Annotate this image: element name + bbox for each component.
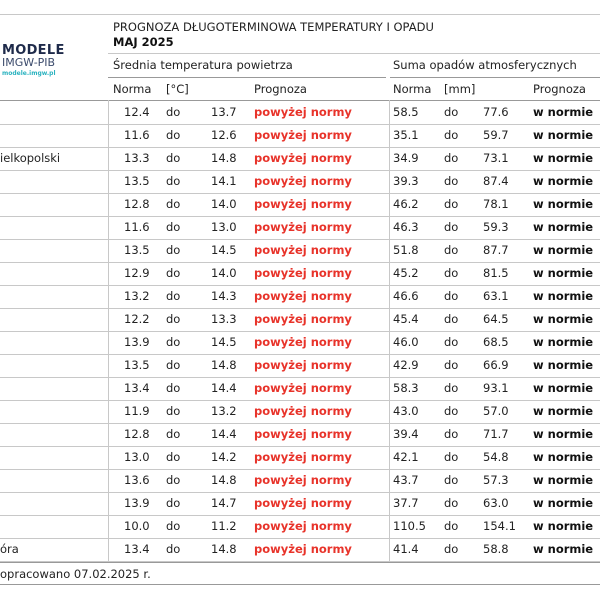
col-header-prognoza-temp: Prognoza xyxy=(254,82,307,96)
temp-do: do xyxy=(166,427,181,441)
precip-norm-max: 68.5 xyxy=(483,335,509,349)
temp-norm-max: 14.8 xyxy=(211,358,237,372)
precip-forecast: w normie xyxy=(533,220,594,234)
precip-norm-max: 63.0 xyxy=(483,496,509,510)
temp-forecast: powyżej normy xyxy=(254,335,352,349)
temp-forecast: powyżej normy xyxy=(254,151,352,165)
precip-norm-min: 43.0 xyxy=(393,404,419,418)
temp-do: do xyxy=(166,312,181,326)
precip-norm-min: 46.0 xyxy=(393,335,419,349)
temp-norm-max: 11.2 xyxy=(211,519,237,533)
temp-norm-min: 13.2 xyxy=(124,289,150,303)
precip-norm-min: 41.4 xyxy=(393,542,419,556)
table-row xyxy=(0,331,600,354)
precip-norm-min: 46.6 xyxy=(393,289,419,303)
temp-do: do xyxy=(166,381,181,395)
precip-norm-min: 39.4 xyxy=(393,427,419,441)
temp-norm-min: 13.9 xyxy=(124,496,150,510)
precip-group-header: Suma opadów atmosferycznych xyxy=(393,58,577,72)
logo-subtext: IMGW-PIB xyxy=(2,56,56,69)
precip-do: do xyxy=(444,427,459,441)
col-header-unit-temp: [°C] xyxy=(166,82,189,96)
temp-norm-min: 12.9 xyxy=(124,266,150,280)
precip-norm-max: 63.1 xyxy=(483,289,509,303)
temp-forecast: powyżej normy xyxy=(254,128,352,142)
temp-do: do xyxy=(166,519,181,533)
temp-forecast: powyżej normy xyxy=(254,220,352,234)
table-row xyxy=(0,147,600,170)
temp-forecast: powyżej normy xyxy=(254,289,352,303)
precip-norm-max: 73.1 xyxy=(483,151,509,165)
precip-norm-max: 71.7 xyxy=(483,427,509,441)
temp-norm-max: 14.0 xyxy=(211,266,237,280)
precip-norm-max: 93.1 xyxy=(483,381,509,395)
row-name: ielkopolski xyxy=(0,151,61,165)
precip-forecast: w normie xyxy=(533,174,594,188)
footer-note: opracowano 07.02.2025 r. xyxy=(0,567,151,581)
precip-norm-max: 154.1 xyxy=(483,519,516,533)
precip-norm-max: 77.6 xyxy=(483,105,509,119)
temp-forecast: powyżej normy xyxy=(254,174,352,188)
table-row xyxy=(0,423,600,446)
table-row xyxy=(0,354,600,377)
logo-text: MODELE xyxy=(2,43,65,58)
top-rule xyxy=(0,14,600,15)
precip-do: do xyxy=(444,335,459,349)
precip-norm-max: 81.5 xyxy=(483,266,509,280)
precip-norm-max: 57.0 xyxy=(483,404,509,418)
precip-do: do xyxy=(444,220,459,234)
precip-norm-max: 66.9 xyxy=(483,358,509,372)
table-row xyxy=(0,492,600,515)
temp-forecast: powyżej normy xyxy=(254,450,352,464)
precip-norm-min: 39.3 xyxy=(393,174,419,188)
precip-norm-max: 59.3 xyxy=(483,220,509,234)
precip-norm-min: 42.1 xyxy=(393,450,419,464)
temp-norm-max: 14.4 xyxy=(211,427,237,441)
temp-norm-max: 14.4 xyxy=(211,381,237,395)
precip-do: do xyxy=(444,473,459,487)
temp-group-header: Średnia temperatura powietrza xyxy=(113,58,293,72)
table-row xyxy=(0,377,600,400)
temp-do: do xyxy=(166,358,181,372)
temp-norm-max: 14.5 xyxy=(211,335,237,349)
precip-norm-min: 58.5 xyxy=(393,105,419,119)
temp-forecast: powyżej normy xyxy=(254,542,352,556)
temp-forecast: powyżej normy xyxy=(254,404,352,418)
table-row xyxy=(0,262,600,285)
precip-norm-min: 46.3 xyxy=(393,220,419,234)
title-rule xyxy=(108,53,600,54)
precip-do: do xyxy=(444,358,459,372)
precip-do: do xyxy=(444,312,459,326)
temp-do: do xyxy=(166,404,181,418)
table-bottom-rule xyxy=(0,562,600,563)
temp-forecast: powyżej normy xyxy=(254,105,352,119)
precip-norm-max: 87.4 xyxy=(483,174,509,188)
temp-norm-max: 14.0 xyxy=(211,197,237,211)
table-row xyxy=(0,308,600,331)
precip-do: do xyxy=(444,450,459,464)
page-subtitle: MAJ 2025 xyxy=(113,35,174,49)
temp-forecast: powyżej normy xyxy=(254,312,352,326)
row-name: óra xyxy=(0,542,19,556)
table-row xyxy=(0,216,600,239)
precip-forecast: w normie xyxy=(533,519,594,533)
precip-norm-max: 59.7 xyxy=(483,128,509,142)
temp-norm-min: 13.0 xyxy=(124,450,150,464)
temp-forecast: powyżej normy xyxy=(254,496,352,510)
temp-norm-min: 11.6 xyxy=(124,128,150,142)
temp-norm-max: 13.0 xyxy=(211,220,237,234)
temp-norm-max: 14.3 xyxy=(211,289,237,303)
precip-forecast: w normie xyxy=(533,105,594,119)
col-header-unit-precip: [mm] xyxy=(444,82,476,96)
temp-forecast: powyżej normy xyxy=(254,519,352,533)
precip-do: do xyxy=(444,289,459,303)
col-header-norma-temp: Norma xyxy=(113,82,152,96)
precip-do: do xyxy=(444,266,459,280)
precip-do: do xyxy=(444,542,459,556)
precip-do: do xyxy=(444,404,459,418)
temp-norm-max: 14.8 xyxy=(211,473,237,487)
temp-forecast: powyżej normy xyxy=(254,381,352,395)
table-row xyxy=(0,446,600,469)
precip-group-rule xyxy=(390,77,600,78)
temp-forecast: powyżej normy xyxy=(254,197,352,211)
precip-do: do xyxy=(444,105,459,119)
precip-forecast: w normie xyxy=(533,381,594,395)
temp-norm-max: 14.8 xyxy=(211,542,237,556)
temp-do: do xyxy=(166,450,181,464)
temp-forecast: powyżej normy xyxy=(254,427,352,441)
temp-norm-max: 14.7 xyxy=(211,496,237,510)
table-row xyxy=(0,170,600,193)
temp-do: do xyxy=(166,243,181,257)
temp-do: do xyxy=(166,105,181,119)
temp-norm-min: 13.9 xyxy=(124,335,150,349)
precip-forecast: w normie xyxy=(533,542,594,556)
precip-forecast: w normie xyxy=(533,404,594,418)
temp-do: do xyxy=(166,289,181,303)
temp-do: do xyxy=(166,151,181,165)
precip-forecast: w normie xyxy=(533,197,594,211)
precip-norm-min: 58.3 xyxy=(393,381,419,395)
precip-norm-max: 54.8 xyxy=(483,450,509,464)
table-row xyxy=(0,538,600,561)
precip-forecast: w normie xyxy=(533,335,594,349)
precip-norm-min: 37.7 xyxy=(393,496,419,510)
temp-norm-max: 14.8 xyxy=(211,151,237,165)
table-row xyxy=(0,124,600,147)
temp-group-rule xyxy=(108,77,386,78)
table-row xyxy=(0,239,600,262)
temp-norm-min: 10.0 xyxy=(124,519,150,533)
col-header-prognoza-precip: Prognoza xyxy=(533,82,586,96)
temp-norm-max: 14.1 xyxy=(211,174,237,188)
precip-forecast: w normie xyxy=(533,496,594,510)
precip-norm-min: 45.4 xyxy=(393,312,419,326)
precip-forecast: w normie xyxy=(533,473,594,487)
precip-forecast: w normie xyxy=(533,243,594,257)
temp-norm-min: 13.5 xyxy=(124,358,150,372)
temp-do: do xyxy=(166,473,181,487)
precip-do: do xyxy=(444,243,459,257)
page-title: PROGNOZA DŁUGOTERMINOWA TEMPERATURY I OPADU xyxy=(113,20,434,34)
table-row xyxy=(0,285,600,308)
temp-do: do xyxy=(166,496,181,510)
precip-norm-min: 35.1 xyxy=(393,128,419,142)
precip-norm-min: 110.5 xyxy=(393,519,426,533)
precip-forecast: w normie xyxy=(533,450,594,464)
temp-norm-min: 13.5 xyxy=(124,243,150,257)
precip-do: do xyxy=(444,174,459,188)
precip-norm-min: 46.2 xyxy=(393,197,419,211)
precip-norm-max: 58.8 xyxy=(483,542,509,556)
temp-do: do xyxy=(166,335,181,349)
precip-forecast: w normie xyxy=(533,358,594,372)
precip-do: do xyxy=(444,151,459,165)
table-row xyxy=(0,101,600,124)
temp-norm-min: 13.5 xyxy=(124,174,150,188)
temp-do: do xyxy=(166,128,181,142)
temp-norm-min: 12.8 xyxy=(124,197,150,211)
temp-forecast: powyżej normy xyxy=(254,243,352,257)
temp-norm-min: 12.8 xyxy=(124,427,150,441)
precip-norm-max: 78.1 xyxy=(483,197,509,211)
precip-do: do xyxy=(444,197,459,211)
table-row xyxy=(0,193,600,216)
precip-forecast: w normie xyxy=(533,266,594,280)
precip-forecast: w normie xyxy=(533,151,594,165)
temp-norm-max: 13.3 xyxy=(211,312,237,326)
precip-norm-max: 87.7 xyxy=(483,243,509,257)
table-row xyxy=(0,469,600,492)
temp-do: do xyxy=(166,174,181,188)
precip-norm-min: 45.2 xyxy=(393,266,419,280)
precip-norm-min: 51.8 xyxy=(393,243,419,257)
temp-norm-min: 13.4 xyxy=(124,381,150,395)
temp-norm-max: 13.7 xyxy=(211,105,237,119)
temp-norm-max: 14.5 xyxy=(211,243,237,257)
temp-norm-min: 12.2 xyxy=(124,312,150,326)
temp-norm-min: 13.6 xyxy=(124,473,150,487)
bottom-rule xyxy=(0,584,600,585)
precip-norm-max: 57.3 xyxy=(483,473,509,487)
temp-do: do xyxy=(166,266,181,280)
temp-forecast: powyżej normy xyxy=(254,358,352,372)
precip-do: do xyxy=(444,496,459,510)
temp-norm-max: 14.2 xyxy=(211,450,237,464)
table-row xyxy=(0,515,600,538)
precip-forecast: w normie xyxy=(533,289,594,303)
temp-do: do xyxy=(166,197,181,211)
precip-do: do xyxy=(444,128,459,142)
col-header-norma-precip: Norma xyxy=(393,82,432,96)
temp-norm-max: 13.2 xyxy=(211,404,237,418)
precip-forecast: w normie xyxy=(533,312,594,326)
temp-do: do xyxy=(166,220,181,234)
temp-norm-min: 13.4 xyxy=(124,542,150,556)
precip-norm-min: 42.9 xyxy=(393,358,419,372)
precip-do: do xyxy=(444,381,459,395)
precip-forecast: w normie xyxy=(533,427,594,441)
precip-norm-max: 64.5 xyxy=(483,312,509,326)
temp-forecast: powyżej normy xyxy=(254,266,352,280)
temp-norm-min: 12.4 xyxy=(124,105,150,119)
precip-norm-min: 43.7 xyxy=(393,473,419,487)
temp-norm-min: 13.3 xyxy=(124,151,150,165)
logo-url: modele.imgw.pl xyxy=(2,70,56,77)
precip-norm-min: 34.9 xyxy=(393,151,419,165)
precip-forecast: w normie xyxy=(533,128,594,142)
temp-norm-min: 11.6 xyxy=(124,220,150,234)
table-row xyxy=(0,400,600,423)
temp-norm-max: 12.6 xyxy=(211,128,237,142)
temp-norm-min: 11.9 xyxy=(124,404,150,418)
precip-do: do xyxy=(444,519,459,533)
temp-forecast: powyżej normy xyxy=(254,473,352,487)
temp-do: do xyxy=(166,542,181,556)
